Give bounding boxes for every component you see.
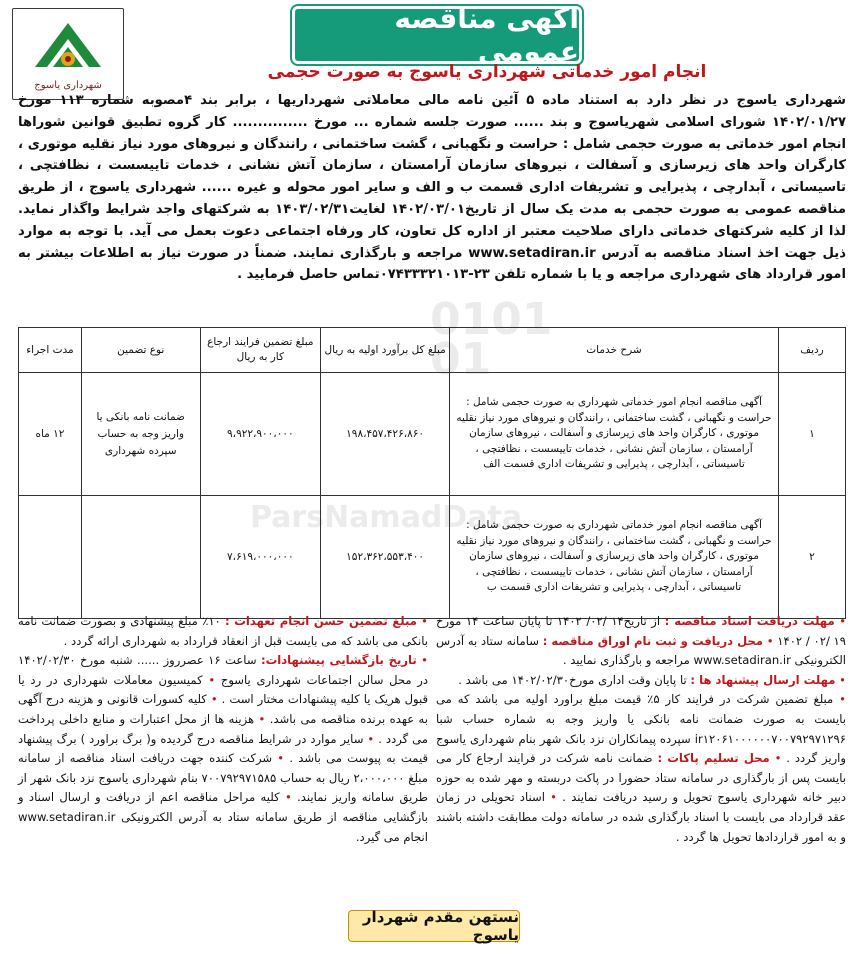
- row-guarantee: ۹،۹۲۲،۹۰۰،۰۰۰: [200, 373, 321, 496]
- row-description: آگهی مناقصه انجام امور خدماتی شهرداری به صورت حجمی شامل : حراست و نگهبانی ، گشت ساختمانی ، رانندگان و نیروهای مورد نیاز نقلیه موتوری ، کارگران واحد های زیرسازی و آسفالت ، نیروهای سازمان آرامستان ، سازمان آتش نشانی ، خدمات تاییسست ، نظافتچی ، تاسیساتی ، آبدارچی ، پذیرایی و تشریفات اداری قسمت ب: [450, 496, 779, 619]
- text-other-conditions: سایر موارد در شرایط مناقصه درج گردیده و( برگ براورد ) برگ پیشنهاد قیمت به پیوست می باشد .: [18, 731, 429, 766]
- bullet-icon: •: [839, 692, 846, 707]
- row-estimate: ۱۹۸،۴۵۷،۴۲۶،۸۶۰: [321, 373, 450, 496]
- bullet-icon: •: [839, 672, 846, 687]
- mountain-flower-icon: [13, 9, 123, 79]
- table-row: [19, 496, 846, 619]
- bullet-icon: •: [208, 672, 216, 687]
- header-duration: مدت اجراء: [19, 328, 82, 373]
- services-table: [18, 327, 846, 619]
- logo-city-text: شهرداری یاسوج: [34, 80, 102, 91]
- text-submission-deadline: تا پایان وقت اداری مورخ۱۴۰۲/۰۲/۳۰ می باشد .: [458, 672, 691, 687]
- row-number: ۱: [778, 373, 845, 496]
- label-opening-date: تاریخ بازگشایی پیشنهادات:: [260, 653, 417, 668]
- notice-title-banner: آگهی مناقصه عمومی: [292, 6, 582, 64]
- bullet-icon: •: [277, 751, 285, 766]
- row-estimate: ۱۵۲،۳۶۲،۵۵۳،۴۰۰: [321, 496, 450, 619]
- bullet-icon: •: [774, 751, 782, 766]
- watermark-digits: 010101: [430, 294, 553, 385]
- bullet-icon: •: [284, 790, 292, 805]
- bullet-icon: •: [839, 614, 847, 628]
- row-duration: ۱۲ ماه: [19, 373, 82, 496]
- text-document-fee: شرکت کننده جهت دریافت اسناد مناقصه از سامانه مبلغ ۲،۰۰۰،۰۰۰ ریال به حساب ۷۰۰۷۹۲۹۷۱۵۸۵ بنام شهرداری یاسوج نزد بانک شهر از طریق سامانه واریز نمایند.: [18, 751, 428, 805]
- mayor-signature-box: نستهن مقدم شهردار یاسوج: [348, 910, 520, 942]
- text-funding-source: هزینه ها از محل اعتبارات و منابع داخلی پرداخت می گردد .: [18, 711, 429, 746]
- label-submission-deadline: مهلت ارسال پیشنهاد ها :: [690, 672, 836, 687]
- text-delivered-documents: اسناد تحویلی در زمان عقد قرارداد می بایست با اسناد بارگذاری شده در سامانه دولت مطابقت داشته باشند و به امور قراردادها تحویل ها گردد .: [436, 790, 846, 844]
- table-header-row: [19, 328, 846, 373]
- municipality-logo: [12, 8, 124, 100]
- notice-subtitle: انجام امور خدماتی شهرداری یاسوج به صورت حجمی: [267, 62, 707, 82]
- bullet-icon: •: [367, 731, 375, 746]
- text-participation-guarantee: مبلغ تضمین شرکت در فرایند کار ۵٪ قیمت مبلغ براورد اولیه می باشد که می بایست به صورت ضمانت نامه بانکی یا واریز وجه به شماره حساب شبا ir۱۲۰۶۱۰۰۰۰۰۰۷۰۰۷۹۲۹۷۱۲۹۶ سپرده پیمانکاران نزد بانک شهر بنام شهرداری یاسوج واریز گردد .: [436, 692, 846, 766]
- row-number: ۲: [778, 496, 845, 619]
- text-legal-deductions: کلیه کسورات قانونی و هزینه درج آگهی به عهده برنده مناقصه می باشد.: [18, 692, 428, 726]
- bullet-icon: •: [210, 692, 218, 707]
- text-doc-deadline: از تاریخ۱۴ /۰۲/ ۱۴۰۲ تا پایان ساعت ۱۴ مورخ ۱۹ /۰۲ / ۱۴۰۲: [436, 614, 847, 648]
- header-guarantee-type: نوع تضمین: [81, 328, 200, 373]
- watermark-brand: ParsNamadData: [250, 500, 523, 535]
- text-all-stages-online: کلیه مراحل مناقصه اعم از دریافت و ارسال اسناد و بازگشایی مناقصه از طریق سامانه ستاد به آدرس الکترونیکی www.setadiran.ir انجام می گیرد.: [18, 790, 428, 844]
- label-doc-deadline: مهلت دریافت اسناد مناقصه :: [664, 614, 835, 628]
- row-guarantee: ۷،۶۱۹،۰۰۰،۰۰۰: [200, 496, 321, 619]
- label-envelope-location: محل تسلیم پاکات :: [657, 751, 770, 766]
- conditions-right-column: [436, 612, 846, 847]
- table-row: [19, 373, 846, 496]
- row-duration: [19, 496, 82, 619]
- intro-paragraph: شهرداری یاسوج در نظر دارد به استناد ماده ۵ آئین نامه مالی معاملاتی شهرداریها ، برابر بند ۴مصوبه شماره ۱۱۳ مورخ ۱۴۰۲/۰۱/۲۷ شورای اسلامی شهریاسوج و بند ...... صورت جلسه شماره ... مورخ ............... کار گروه تطبیق قوانین شوراها انجام امور خدماتی به صورت حجمی شامل : حراست و نگهبانی ، گشت ساختمانی ، رانندگان و نیروهای مورد نیاز نقلیه موتوری ، کارگران واحد های زیرسازی و آسفالت ، نیروهای سازمان آرامستان ، سازمان آتش نشانی ، خدمات تاییسست ، نظافتچی ، تاسیساتی ، آبدارچی ، پذیرایی و تشریفات اداری قسمت ب و الف و سایر امور محوله و غیره ...... شهرداری یاسوج ، از طریق مناقصه عمومی به صورت حجمی به مدت یک سال از تاریخ۱۴۰۲/۰۳/۰۱ لغایت۱۴۰۳/۰۲/۳۱ به شرکتهای واجد شرایط واگذار نماید. لذا از کلیه شرکتهای خدماتی دارای صلاحیت معتبر از اداره کل تعاون، کار ورفاه اجتماعی دعوت بعمل می آید. با توجه به موارد ذیل جهت اخذ اسناد مناقصه به آدرس www.setadiran.ir مراجعه و بارگذاری نمایند. ضمناً در صورت نیاز به اطلاعات بیشتر به امور قرارداد های شهرداری مراجعه و یا با شماره تلفن ۲۳-۰۷۴۳۳۳۲۱۰۱۳تماس حاصل فرمایید .: [18, 93, 847, 283]
- label-doc-location: محل دریافت و ثبت نام اوراق مناقصه :: [542, 633, 763, 648]
- header-row-number: ردیف: [778, 328, 845, 373]
- row-guarantee-type: ضمانت نامه بانکی یا واریز وجه به حساب سپرده شهرداری: [81, 373, 200, 496]
- bullet-icon: •: [550, 790, 558, 805]
- text-envelope-location: ضمانت نامه شرکت در فرایند ارجاع کار می بایست پس از بارگذاری در سامانه ستاد حضورا در پاکت دربسته و مهر شده به حوزه دبیر خانه شهرداری یاسوج تحویل و رسید دریافت نمایند .: [436, 751, 846, 805]
- header-guarantee: مبلغ تضمین فرایند ارجاع کار به ریال: [200, 328, 321, 373]
- text-commission-right: کمیسیون معاملات شهرداری در رد یا قبول هریک یا کلیه پیشنهادات مختار است .: [18, 672, 429, 707]
- bullet-icon: •: [421, 653, 429, 668]
- row-description: آگهی مناقصه انجام امور خدماتی شهرداری به صورت حجمی شامل : حراست و نگهبانی ، گشت ساختمانی ، رانندگان و نیروهای مورد نیاز نقلیه موتوری ، کارگران واحد های زیرسازی و آسفالت ، نیروهای سازمان آرامستان ، سازمان آتش نشانی ، خدمات تاییسست ، نظافتچی ، تاسیساتی ، آبدارچی ، پذیرایی و تشریفات اداری قسمت الف: [450, 373, 779, 496]
- header-description: شرح خدمات: [450, 328, 779, 373]
- label-performance-guarantee: مبلغ تضمین حسن انجام تعهدات :: [225, 614, 417, 628]
- bullet-icon: •: [766, 633, 774, 648]
- bullet-icon: •: [258, 711, 266, 726]
- bullet-icon: •: [421, 614, 429, 628]
- header-estimate: مبلغ کل برآورد اولیه به ریال: [321, 328, 450, 373]
- text-performance-guarantee: ۱۰٪ مبلغ پیشنهادی و بصورت ضمانت نامه بانکی می باشد که می بایست قبل از انعقاد قرارداد به شهرداری ارائه گردد .: [18, 614, 428, 648]
- row-guarantee-type: [81, 496, 200, 619]
- text-opening-date: ساعت ۱۶ عصرروز ...... شنبه مورخ ۱۴۰۲/۰۲/۳۰ در محل سالن اجتماعات شهرداری یاسوج: [18, 653, 428, 687]
- text-doc-location: سامانه ستاد به آدرس الکترونیکی www.setadiran.ir مراجعه و بارگذاری نمایید .: [436, 633, 846, 668]
- conditions-section: [18, 612, 846, 878]
- conditions-left-column: [18, 612, 428, 847]
